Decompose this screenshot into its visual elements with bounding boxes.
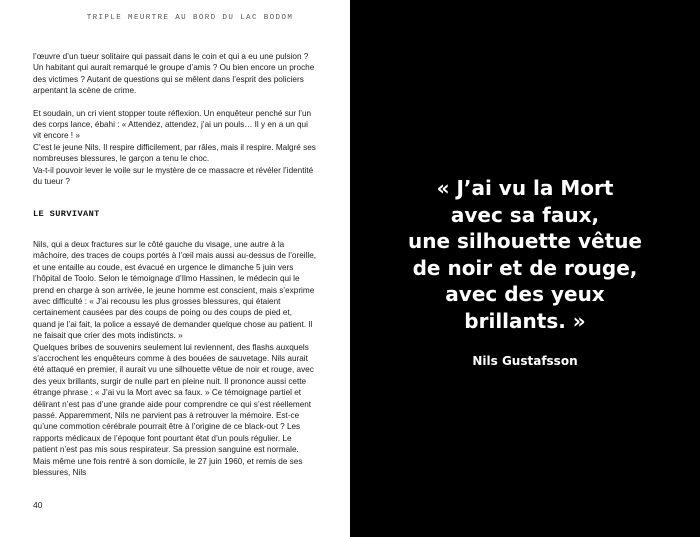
paragraph-4: Va-t-il pouvoir lever le voile sur le mystère de ce massacre et révéler l’identité du tueur ? [33,165,314,187]
quote-attribution: Nils Gustafsson [472,354,578,368]
right-page [350,0,700,537]
paragraph-2: Et soudain, un cri vient stopper toute réflexion. Un enquêteur penché sur l’un des corps lance, ébahi : « Attendez, attendez, j’ai un pouls… Il y en a un qui vit encore ! » [33,108,312,141]
quote-line: brillants. » [464,308,586,333]
paragraph-6: Quelques bribes de souvenirs seulement lui reviennent, des flashs auxquels s’accrochent les enquêteurs comme à des bouées de sauvetage. Nils aurait été attaqué en premier, il aurait vu une silhouette vêtue de noir et rouge, avec des yeux brillants, surgir de nulle part en pleine nuit. Il prononce aussi cette étrange phrase : « J’ai vu la Mort avec sa faux. » Ce témoignage partiel et délirant n’est pas d’une grande aide pour comprendre ce qui s’est réellement passé. Apparemment, Nils ne parvient pas à retrouver la mémoire. Est-ce qu’une commotion cérébrale pourrait être à l’origine de ce black-out ? Les rapports médicaux de l’époque font pourtant état d’un pouls régulier. Le patient n’est pas mis sous respirateur. Sa pression sanguine est normale. Mais même une fois rentré à son domicile, le 27 juin 1960, et remis de ses blessures, Nils [33,342,314,477]
quote-line: avec sa faux, [450,202,600,227]
paragraph-3: C’est le jeune Nils. Il respire difficilement, par râles, mais il respire. Malgré ses nombreuses blessures, le garçon a tenu le choc. [33,142,316,164]
body-text [33,51,317,478]
paragraph-5: Nils, qui a deux fractures sur le côté gauche du visage, une autre à la mâchoire, des traces de coups portés à l’œil mais aussi au-dessus de l’oreille, et une entaille au coude, est évacué en urgence le dimanche 5 juin vers l’hôpital de Toolo. Selon le témoignage d’Ilmo Hassinen, le médecin qui le prend en charge à son arrivée, le jeune homme est conscient, mais s’exprime avec difficulté : « J’ai recousu les plus grosses blessures, qui étaient certainement causées par des coups de poing ou des coups de pied et, quand je l’ai fait, la police a essayé de demander quelque chose au patient. Il ne faisait que crier des mots indistincts. » [33,239,317,341]
section-heading: LE SURVIVANT [33,209,100,220]
pull-quote [370,175,680,334]
running-header: TRIPLE MEURTRE AU BORD DU LAC BODOM [86,14,294,22]
quote-line: « J’ai vu la Mort [436,176,614,200]
quote-line: de noir et de rouge, [412,255,638,280]
quote-line: avec des yeux [445,282,605,306]
page-number: 40 [33,500,43,510]
quote-line: une silhouette vêtue [407,229,642,253]
paragraph-1: l’œuvre d’un tueur solitaire qui passait dans le coin et qui a eu une pulsion ? Un habitant qui aurait remarqué le groupe d’amis ? Ou bien encore un proche des victimes ? Autant de questions qui se mêlent dans l’esprit des policiers arpentant la scène de crime. [33,52,315,96]
